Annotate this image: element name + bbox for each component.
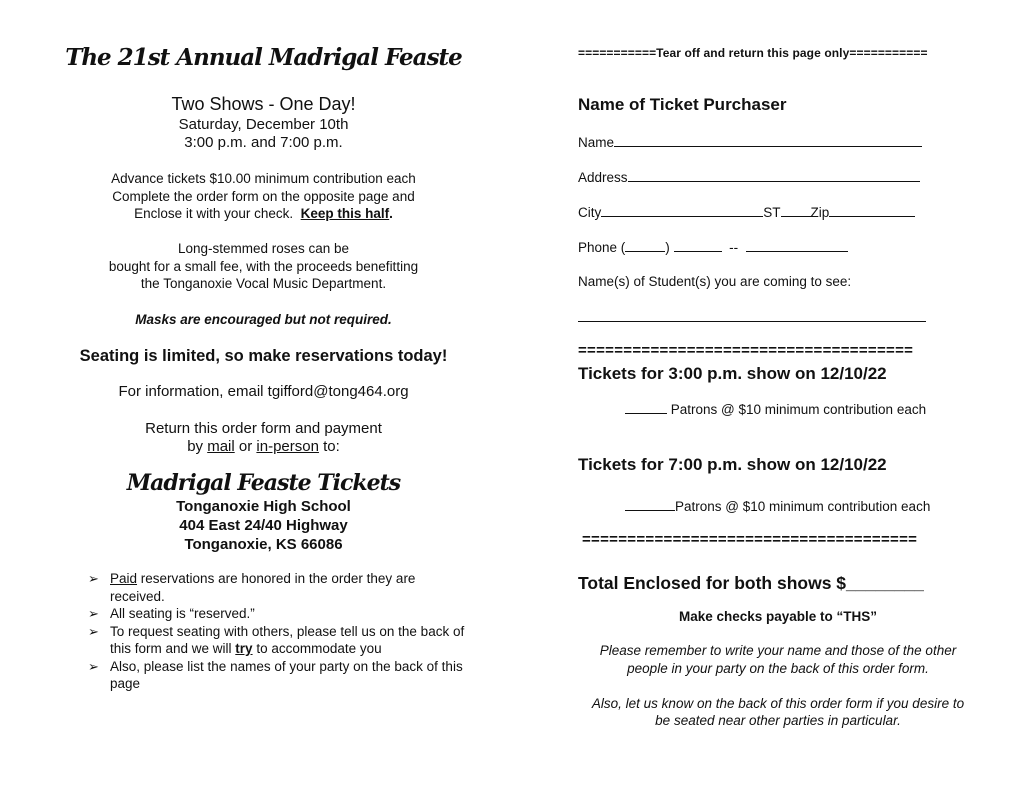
show2-quantity-field[interactable] [625,497,675,511]
headline: Two Shows - One Day! [171,94,356,114]
return-line-1: Return this order form and payment [145,420,382,437]
state-field[interactable] [781,203,811,217]
period: . [389,206,393,221]
advance-text: Enclose it with your check. [134,206,294,221]
seating-limited: Seating is limited, so make reservations today! [79,347,448,365]
name-row [578,133,922,152]
return-line-2 [0,438,527,455]
list-item [88,658,468,693]
arrow-bullet-icon: ➢ [88,658,99,674]
near-line-1: Also, let us know on the back of this order form if you desire to [591,696,965,711]
event-title: The 21st Annual Madrigal Feaste [65,44,462,71]
address-label: Address [578,170,628,185]
phone-prefix-field[interactable] [674,238,722,252]
mail-text: mail [207,438,235,455]
masks-note: Masks are encouraged but not required. [135,312,392,327]
roses-line-3: the Tonganoxie Vocal Music Department. [140,276,387,291]
phone-dash: -- [729,240,739,255]
remember-line-2: people in your party on the back of this order form. [627,661,929,676]
bullet-text: reservations are honored in the order they are received. [110,571,416,604]
event-date: Saturday, December 10th [178,116,349,133]
bullet-text: Also, please list the names of your party on the back of this page [110,658,463,691]
arrow-bullet-icon: ➢ [88,623,99,639]
tickets-heading: Madrigal Feaste Tickets [126,470,401,496]
purchaser-heading: Name of Ticket Purchaser [578,95,787,114]
city-field[interactable] [601,203,763,217]
or-text: or [234,438,257,455]
zip-field[interactable] [829,203,915,217]
phone-label: Phone ( [578,240,626,255]
paid-text: Paid [110,571,138,586]
arrow-bullet-icon: ➢ [88,571,99,586]
bullet-text: to accommodate you [252,641,382,656]
list-item [88,623,468,658]
phone-number-field[interactable] [746,238,848,252]
show2-heading: Tickets for 7:00 p.m. show on 12/10/22 [578,455,887,474]
show1-quantity-field[interactable] [625,400,667,414]
to-text: to: [318,438,340,455]
address-field[interactable] [628,168,920,182]
list-item [88,605,468,623]
advance-line-1: Advance tickets $10.00 minimum contribution each [111,171,416,186]
try-text: try [235,641,253,656]
tear-off-banner: ===========Tear off and return this page only=========== [578,46,928,60]
divider-2: ===================================== [582,531,918,548]
advance-line-2: Complete the order form on the opposite page and [112,189,415,204]
phone-paren: ) [665,240,670,255]
payable-note: Make checks payable to “THS” [678,609,878,624]
bullet-text: All seating is “reserved.” [110,606,255,621]
address-row [578,168,920,187]
state-label: ST [763,205,781,220]
policy-list [88,570,468,693]
students-label: Name(s) of Student(s) you are coming to see: [578,274,852,289]
city-row [578,203,915,222]
total-field[interactable]: ________ [846,573,924,593]
name-field[interactable] [614,133,922,147]
advance-line-3 [0,205,527,223]
zip-label: Zip [810,205,830,220]
show2-text: Patrons @ $10 minimum contribution each [675,499,931,514]
show1-row [625,400,926,419]
event-times: 3:00 p.m. and 7:00 p.m. [184,134,343,151]
area-code-field[interactable] [625,238,665,252]
divider-1: ===================================== [578,342,914,359]
by-text: by [187,438,208,455]
roses-line-1: Long-stemmed roses can be [177,241,350,256]
list-item [88,570,468,605]
total-row [578,573,924,594]
address-line-3: Tonganoxie, KS 66086 [184,536,343,553]
phone-row [578,238,848,257]
students-field[interactable] [578,308,926,322]
show2-row [625,497,930,516]
address-line-1: Tonganoxie High School [176,498,351,515]
total-label: Total Enclosed for both shows $ [578,573,847,593]
show1-heading: Tickets for 3:00 p.m. show on 12/10/22 [578,364,887,383]
city-label: City [578,205,602,220]
show1-text: Patrons @ $10 minimum contribution each [670,402,927,417]
info-email: For information, email tgifford@tong464.org [118,383,409,400]
keep-this-half: Keep this half [300,206,390,221]
in-person-text: in-person [256,438,319,455]
name-label: Name [578,135,615,150]
arrow-bullet-icon: ➢ [88,606,99,621]
remember-line-1: Please remember to write your name and those of the other [599,643,957,658]
bullet-text: To request seating with others, please tell us on the back of this form and we will [110,623,465,656]
near-line-2: be seated near other parties in particular. [655,713,901,728]
roses-line-2: bought for a small fee, with the proceeds benefitting [108,259,419,274]
address-line-2: 404 East 24/40 Highway [179,517,348,534]
